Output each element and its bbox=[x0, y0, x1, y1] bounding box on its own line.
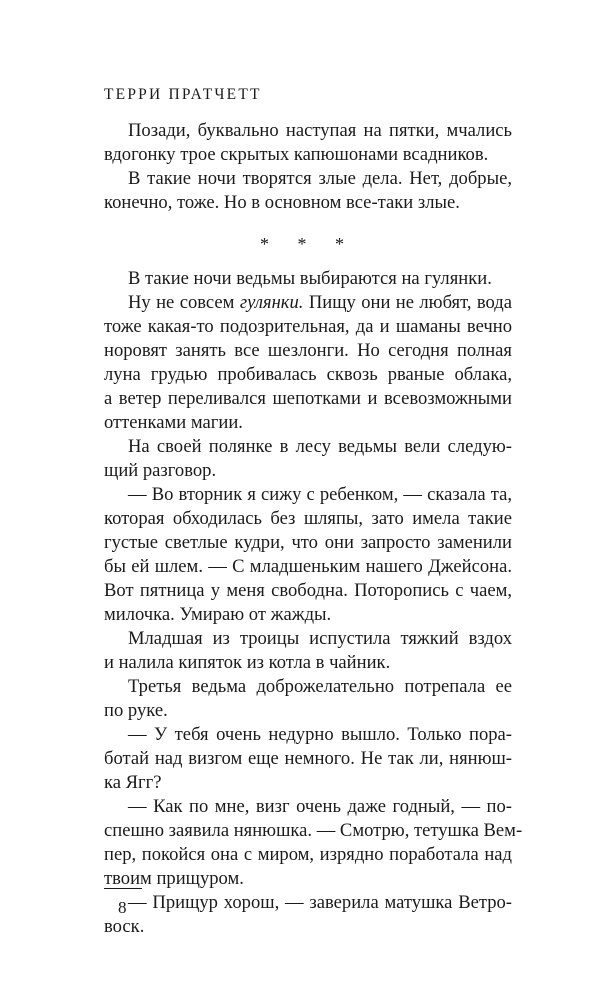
text-line bbox=[104, 291, 512, 315]
text-line: а ветер переливался шепотками и всевозможными bbox=[104, 388, 512, 409]
text-line: вдогонку трое скрытых капюшонами всадников. bbox=[104, 144, 489, 165]
text-line: и налила кипяток из котла в чайник. bbox=[104, 652, 391, 673]
text-line: воск. bbox=[104, 916, 145, 937]
text-line: пер, покойся она с миром, изрядно поработала над bbox=[104, 844, 512, 865]
text-line: густые светлые кудри, что они запросто заменили bbox=[104, 532, 512, 553]
text-line: Третья ведьма доброжелательно потрепала ее bbox=[128, 676, 512, 697]
text-line: — Во вторник я сижу с ребенком, — сказала та, bbox=[128, 484, 512, 505]
text-line: норовят занять все шезлонги. Но сегодня полная bbox=[104, 340, 512, 361]
page-number: 8 bbox=[118, 898, 127, 917]
text-block-top bbox=[104, 119, 512, 215]
text-line: бы ей шлем. — С младшеньким нашего Джейсона. bbox=[104, 556, 512, 577]
text-line: тоже какая-то подозрительная, да и шаманы вечно bbox=[104, 316, 512, 337]
text-line: твоим прищуром. bbox=[104, 868, 244, 889]
text-line: луна грудью пробивалась сквозь рваные облака, bbox=[104, 364, 512, 385]
running-head: ТЕРРИ ПРАТЧЕТТ bbox=[104, 86, 262, 103]
footer-rule bbox=[104, 888, 142, 889]
text-line: — Как по мне, визг очень даже годный, — по- bbox=[128, 796, 512, 817]
text-line: В такие ночи ведьмы выбираются на гулянки. bbox=[128, 268, 492, 289]
text-line: ка Ягг? bbox=[104, 772, 162, 793]
section-separator: * * * bbox=[260, 234, 356, 254]
text-line: — У тебя очень недурно вышло. Только пора- bbox=[128, 724, 512, 745]
text-line: по руке. bbox=[104, 700, 168, 721]
text-line: В такие ночи творятся злые дела. Нет, добрые, bbox=[128, 168, 512, 189]
text-line: щий разговор. bbox=[104, 460, 217, 481]
emphasis-text: гулянки. bbox=[239, 292, 304, 313]
text-line: конечно, тоже. Но в основном все-таки злые. bbox=[104, 192, 460, 213]
text-line: Вот пятница у меня свободна. Поторопись с чаем, bbox=[104, 580, 512, 601]
text-segment: Пищу они не любят, вода bbox=[303, 292, 513, 313]
text-line: милочка. Умираю от жажды. bbox=[104, 604, 332, 625]
text-block-main bbox=[104, 267, 523, 939]
text-line: Позади, буквально наступая на пятки, мчались bbox=[128, 120, 512, 141]
text-line: спешно заявила нянюшка. — Смотрю, тетушка Вем- bbox=[104, 820, 523, 841]
text-line: которая обходилась без шляпы, зато имела такие bbox=[104, 508, 512, 529]
text-segment: Ну не совсем bbox=[128, 292, 240, 313]
text-line: На своей полянке в лесу ведьмы вели следую- bbox=[128, 436, 512, 457]
text-line: ботай над визгом еще немного. Не так ли, нянюш- bbox=[104, 748, 512, 769]
text-line: оттенками магии. bbox=[104, 412, 243, 433]
text-line: — Прищур хорош, — заверила матушка Ветро- bbox=[128, 892, 512, 913]
text-line: Младшая из троицы испустила тяжкий вздох bbox=[128, 628, 512, 649]
